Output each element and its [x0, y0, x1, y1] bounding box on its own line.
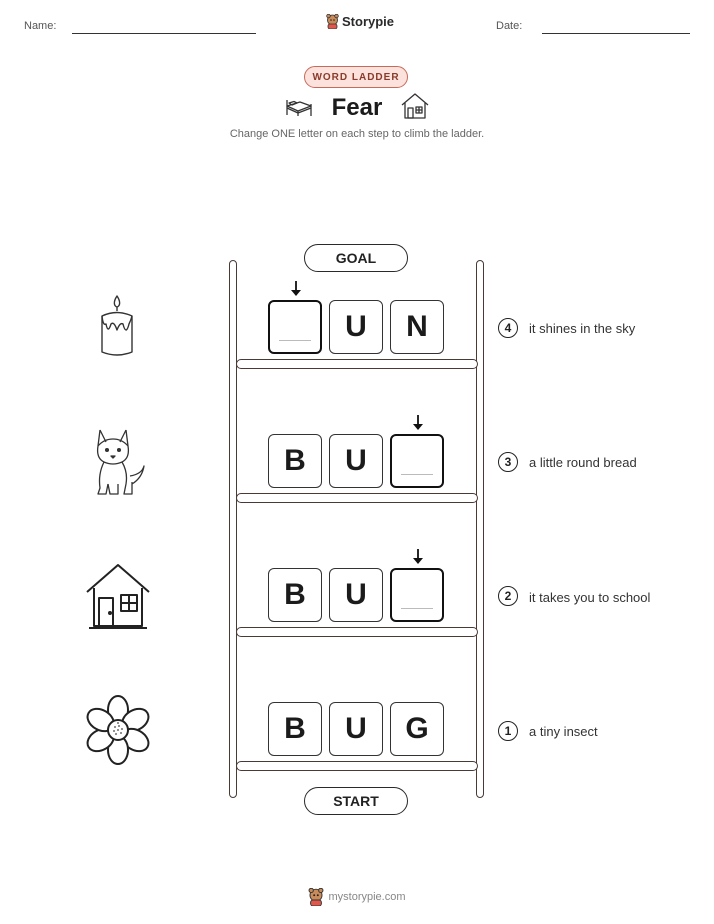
footer [0, 888, 714, 906]
letter-tile-blank[interactable] [268, 300, 322, 354]
letter-tile: N [390, 300, 444, 354]
step-clue: it shines in the sky [529, 321, 636, 336]
instructions: Change ONE letter on each step to climb the ladder. [229, 128, 485, 140]
letter-tile-blank[interactable] [390, 568, 444, 622]
house-icon [84, 562, 152, 630]
date-field[interactable] [542, 33, 690, 34]
ladder-rung [236, 761, 478, 771]
letter-tile: U [329, 434, 383, 488]
letter-tile: B [268, 702, 322, 756]
letter-tile: B [268, 434, 322, 488]
step-number: 2 [498, 586, 518, 606]
name-label: Name: [24, 20, 57, 32]
letter-tile: G [390, 702, 444, 756]
goal-label: GOAL [304, 244, 408, 272]
step-number: 1 [498, 721, 518, 741]
arrow-down-icon [411, 414, 425, 432]
brand-logo [326, 14, 394, 29]
letter-tile: U [329, 568, 383, 622]
brand-name: Storypie [342, 14, 395, 29]
letter-tile: U [329, 702, 383, 756]
ladder-rung [236, 359, 478, 369]
step-number: 4 [498, 318, 518, 338]
page-title: Fear [331, 94, 383, 121]
step-clue: a little round bread [529, 455, 637, 470]
dog-icon [86, 426, 148, 498]
step-number: 3 [498, 452, 518, 472]
name-field[interactable] [72, 33, 256, 34]
flower-icon [82, 694, 154, 766]
ladder-rung [236, 627, 478, 637]
candle-icon [94, 294, 140, 362]
arrow-down-icon [289, 280, 303, 298]
bear-mascot-icon [308, 888, 324, 906]
arrow-down-icon [411, 548, 425, 566]
start-label: START [304, 787, 408, 815]
ladder-left-rail [229, 260, 237, 798]
bear-mascot-icon [326, 14, 339, 29]
ladder-right-rail [476, 260, 484, 798]
house-small-icon [400, 92, 430, 120]
word-ladder-badge: WORD LADDER [304, 66, 408, 88]
letter-tile-blank[interactable] [390, 434, 444, 488]
letter-tile: U [329, 300, 383, 354]
step-clue: a tiny insect [529, 724, 598, 739]
date-label: Date: [496, 20, 523, 32]
ladder-rung [236, 493, 478, 503]
footer-url: mystorypie.com [328, 891, 406, 903]
letter-tile: B [268, 568, 322, 622]
step-clue: it takes you to school [529, 590, 651, 605]
